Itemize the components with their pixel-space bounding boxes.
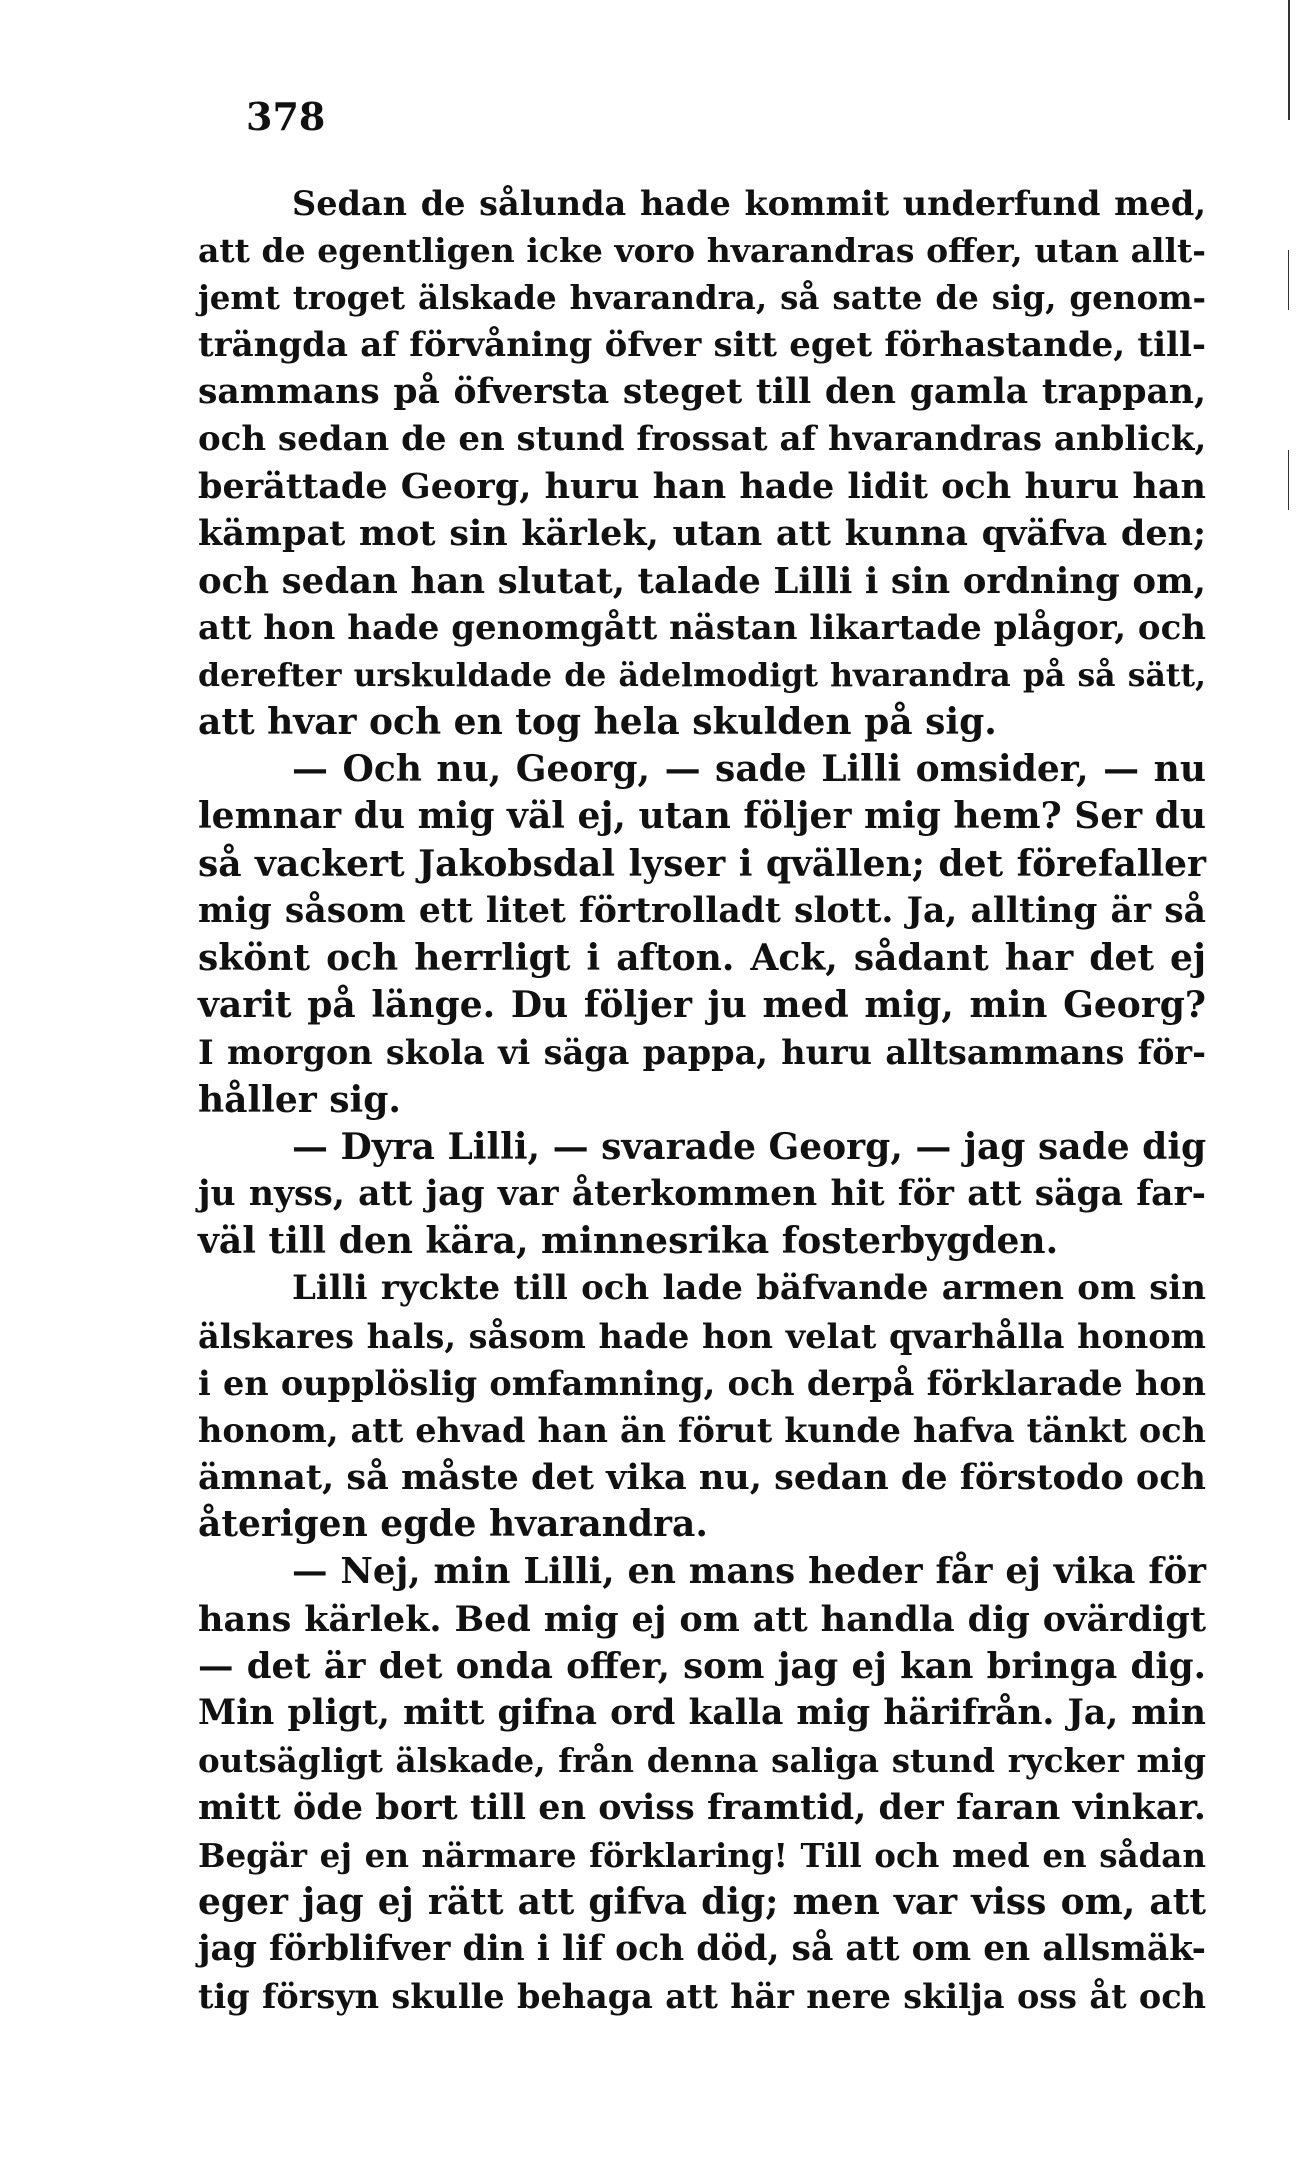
text-line: sammans på öfversta steget till den gamla trappan,	[198, 371, 1206, 412]
text-line: derefter urskuldade de ädelmodigt hvarandra på så sätt,	[198, 656, 1206, 694]
text-line: hans kärlek. Bed mig ej om att handla dig ovärdigt	[198, 1598, 1206, 1640]
text-line: Begär ej en närmare förklaring! Till och med en sådan	[198, 1835, 1206, 1875]
page-number: 378	[246, 94, 326, 139]
text-line: älskares hals, såsom hade hon velat qvarhålla honom	[198, 1316, 1206, 1356]
text-line: så vackert Jakobsdal lyser i qvällen; det förefaller	[198, 842, 1206, 885]
text-line: kämpat mot sin kärlek, utan att kunna qväfva den;	[198, 513, 1206, 555]
text-line: trängda af förvåning öfver sitt eget förhastande, till-	[198, 324, 1206, 365]
text-line: i en oupplöslig omfamning, och derpå förklarade hon	[198, 1363, 1206, 1403]
text-line: mitt öde bort till en oviss framtid, der faran vinkar.	[198, 1787, 1206, 1829]
text-line: lemnar du mig väl ej, utan följer mig hem? Ser du	[198, 795, 1206, 838]
text-line: Sedan de sålunda hade kommit underfund med,	[292, 184, 1206, 223]
margin-rule-mid	[1288, 250, 1289, 310]
text-line: tig försyn skulle behaga att här nere skilja oss åt och	[198, 1977, 1206, 2017]
margin-rule-lower	[1288, 450, 1289, 510]
margin-rule-top	[1288, 0, 1290, 120]
text-line: mig såsom ett litet förtrolladt slott. Ja, allting är så	[198, 890, 1206, 931]
text-line: — Och nu, Georg, — sade Lilli omsider, — nu	[292, 748, 1206, 791]
text-line: att hvar och en tog hela skulden på sig.	[198, 701, 997, 744]
text-line: och sedan han slutat, talade Lilli i sin ordning om,	[198, 560, 1206, 602]
text-line: jemt troget älskade hvarandra, så satte de sig, genom-	[198, 278, 1206, 318]
text-line: berättade Georg, huru han hade lidit och huru han	[198, 466, 1206, 508]
text-line: Lilli ryckte till och lade bäfvande armen om sin	[292, 1268, 1206, 1309]
text-line: eger jag ej rätt att gifva dig; men var viss om, att	[198, 1880, 1206, 1923]
text-line: skönt och herrligt i afton. Ack, sådant har det ej	[198, 937, 1206, 979]
text-line: — Dyra Lilli, — svarade Georg, — jag sade dig	[292, 1125, 1207, 1168]
text-line: outsägligt älskade, från denna saliga stund rycker mig	[198, 1741, 1206, 1781]
text-line: återigen egde hvarandra.	[198, 1503, 708, 1546]
text-line: väl till den kära, minnesrika fosterbygden.	[198, 1220, 1059, 1263]
text-line: ju nyss, att jag var återkommen hit för att säga far-	[198, 1173, 1206, 1214]
text-line: att hon hade genomgått nästan likartade plågor, och	[198, 607, 1206, 648]
text-line: att de egentligen icke voro hvarandras offer, utan allt-	[198, 231, 1206, 271]
text-line: — det är det onda offer, som jag ej kan bringa dig.	[198, 1645, 1206, 1687]
body-text	[198, 180, 1206, 2020]
text-line: I morgon skola vi säga pappa, huru alltsammans för-	[198, 1033, 1206, 1073]
text-line: och sedan de en stund frossat af hvarandras anblick,	[198, 418, 1207, 459]
text-line: håller sig.	[198, 1078, 401, 1121]
text-line: varit på länge. Du följer ju med mig, min Georg?	[198, 984, 1206, 1027]
text-line: ämnat, så måste det vika nu, sedan de förstodo och	[198, 1457, 1206, 1499]
text-line: jag förblifver din i lif och död, så att om en allsmäk-	[198, 1928, 1206, 1969]
text-line: Min pligt, mitt gifna ord kalla mig härifrån. Ja, min	[198, 1693, 1206, 1733]
text-line: honom, att ehvad han än förut kunde hafva tänkt och	[198, 1410, 1206, 1450]
text-line: — Nej, min Lilli, en mans heder får ej vika för	[292, 1551, 1206, 1593]
